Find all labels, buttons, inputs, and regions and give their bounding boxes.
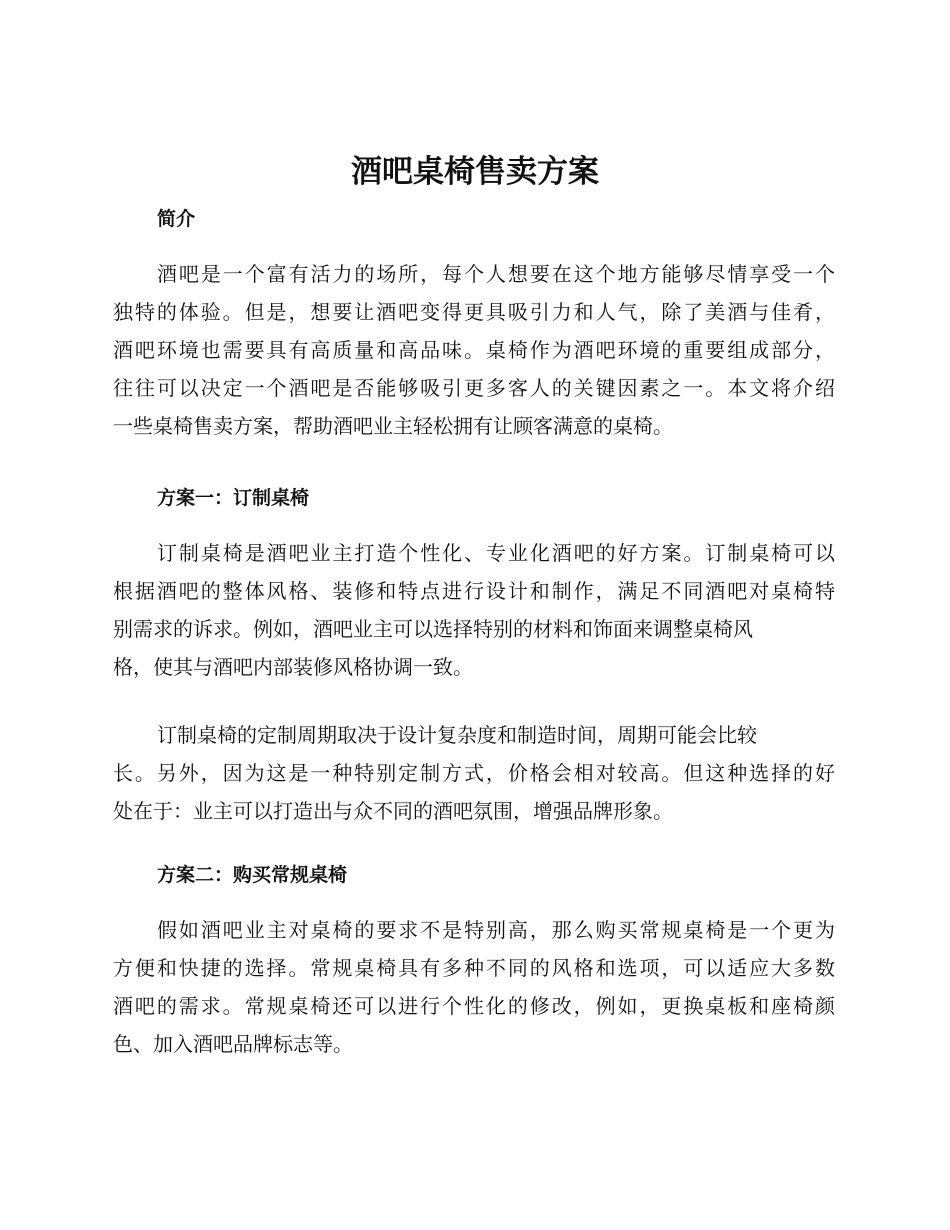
paragraph-line: 格，使其与酒吧内部装修风格协调一致。 xyxy=(113,655,473,679)
paragraph-line: 长。另外，因为这是一种特别定制方式，价格会相对较高。但这种选择的好 xyxy=(113,761,835,785)
paragraph-line: 方便和快捷的选择。常规桌椅具有多种不同的风格和选项，可以适应大多数 xyxy=(113,956,835,980)
section-heading-plan-two: 方案二：购买常规桌椅 xyxy=(157,864,348,886)
paragraph-line: 订制桌椅是酒吧业主打造个性化、专业化酒吧的好方案。订制桌椅可以 xyxy=(157,541,835,565)
paragraph-line: 独特的体验。但是，想要让酒吧变得更具吸引力和人气，除了美酒与佳肴， xyxy=(113,300,835,324)
paragraph-line: 根据酒吧的整体风格、装修和特点进行设计和制作，满足不同酒吧对桌椅特 xyxy=(113,579,835,603)
paragraph-plan-one-1 xyxy=(113,534,835,686)
paragraph-line: 订制桌椅的定制周期取决于设计复杂度和制造时间，周期可能会比较 xyxy=(157,723,757,747)
paragraph-line: 处在于：业主可以打造出与众不同的酒吧氛围，增强品牌形象。 xyxy=(113,799,673,823)
paragraph-plan-two xyxy=(113,911,835,1063)
paragraph-plan-one-2 xyxy=(113,716,835,830)
paragraph-intro xyxy=(113,255,835,445)
paragraph-line: 往往可以决定一个酒吧是否能够吸引更多客人的关键因素之一。本文将介绍 xyxy=(113,376,835,400)
paragraph-line: 色、加入酒吧品牌标志等。 xyxy=(113,1032,353,1056)
paragraph-line: 酒吧环境也需要具有高质量和高品味。桌椅作为酒吧环境的重要组成部分， xyxy=(113,338,835,362)
section-heading-intro: 简介 xyxy=(157,208,196,230)
section-heading-plan-one: 方案一：订制桌椅 xyxy=(157,487,310,509)
paragraph-line: 假如酒吧业主对桌椅的要求不是特别高，那么购买常规桌椅是一个更为 xyxy=(157,918,835,942)
paragraph-line: 酒吧是一个富有活力的场所，每个人想要在这个地方能够尽情享受一个 xyxy=(157,262,835,286)
paragraph-line: 一些桌椅售卖方案，帮助酒吧业主轻松拥有让顾客满意的桌椅。 xyxy=(113,414,673,438)
paragraph-line: 别需求的诉求。例如，酒吧业主可以选择特别的材料和饰面来调整桌椅风 xyxy=(113,617,753,641)
document-title: 酒吧桌椅售卖方案 xyxy=(351,154,599,190)
paragraph-line: 酒吧的需求。常规桌椅还可以进行个性化的修改，例如，更换桌板和座椅颜 xyxy=(113,994,835,1018)
